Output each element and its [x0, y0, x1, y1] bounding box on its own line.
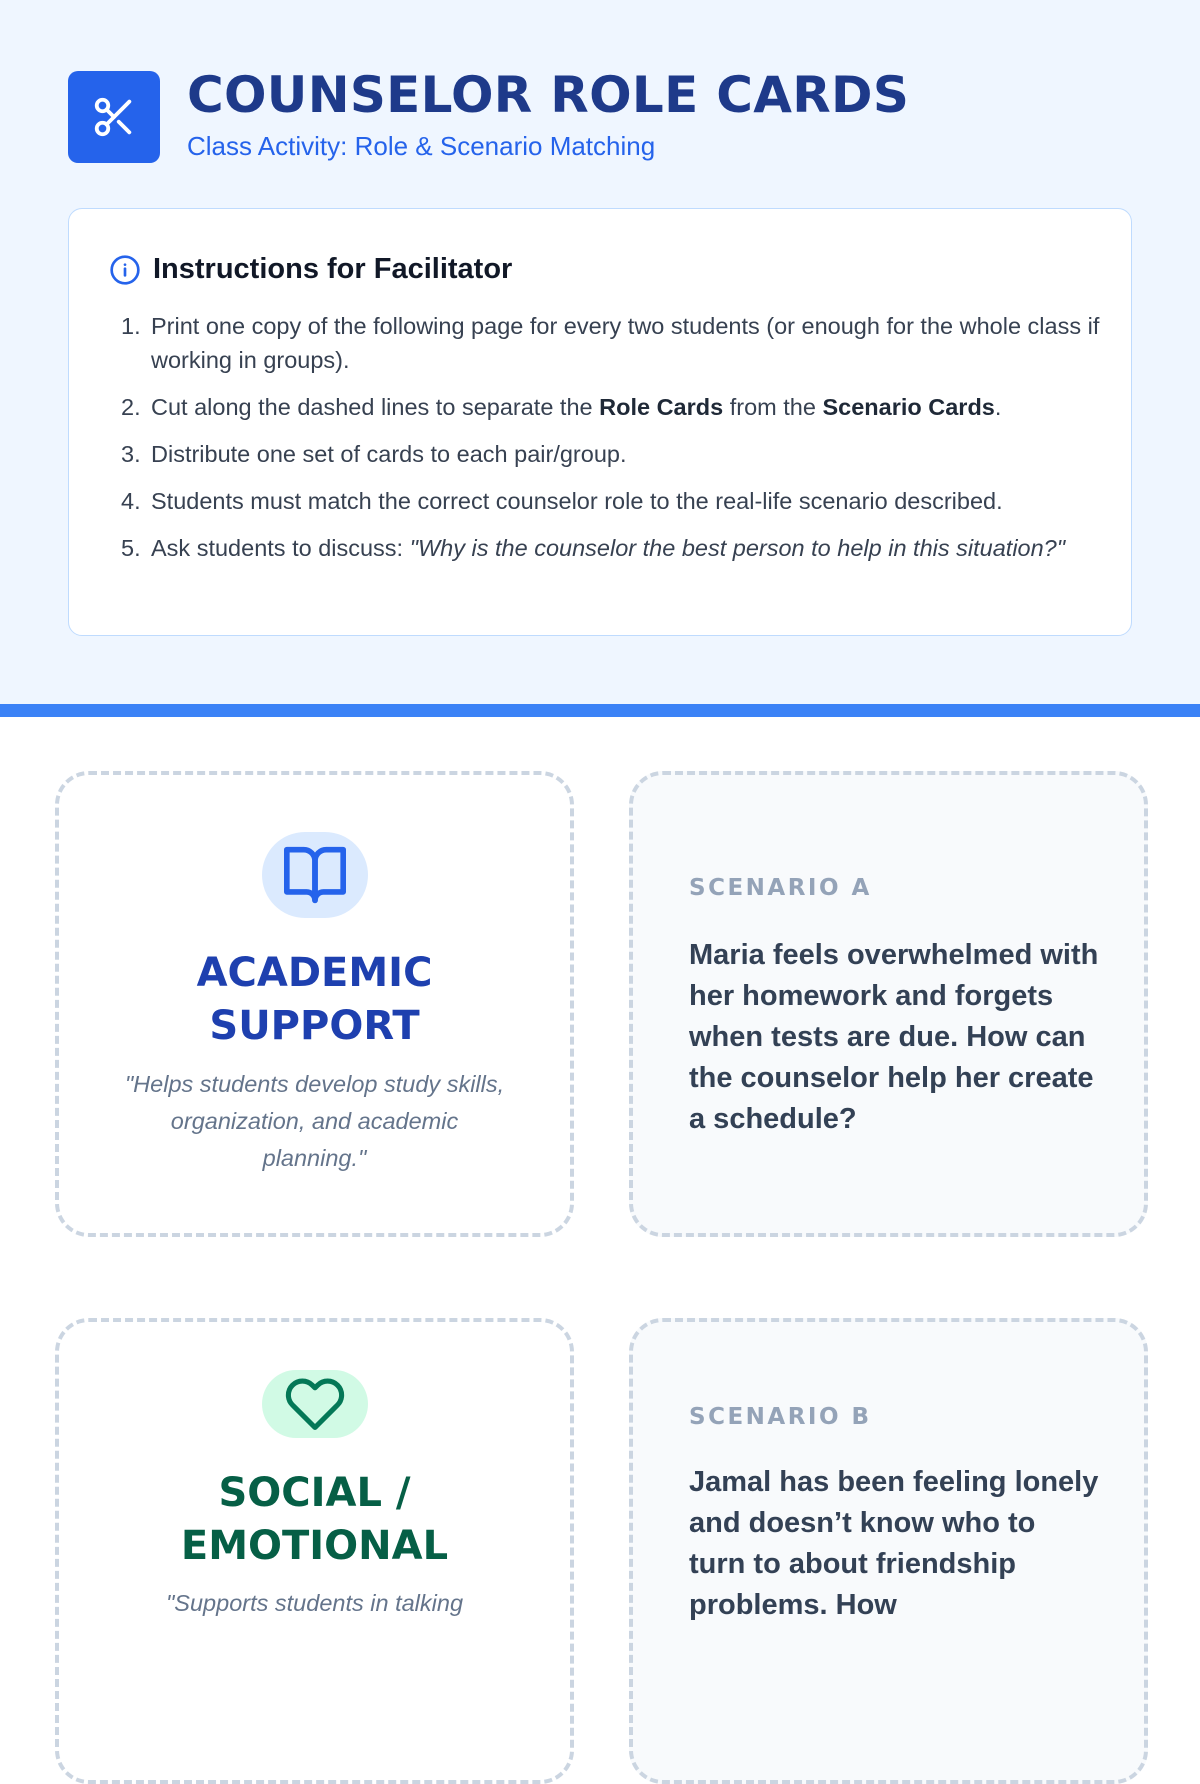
step-text: from the	[723, 394, 823, 420]
instruction-step	[121, 484, 1101, 518]
step-number: 2.	[121, 394, 141, 420]
scenario-label: SCENARIO A	[689, 875, 872, 901]
step-text: Ask students to discuss:	[151, 535, 410, 561]
step-number: 3.	[121, 441, 141, 467]
step-bold-text: Role Cards	[599, 394, 724, 420]
book-icon	[281, 844, 349, 906]
instructions-card	[68, 208, 1132, 636]
instruction-step	[121, 531, 1101, 565]
scenario-text: Jamal has been feeling lonely and doesn’t know who to turn to about friendship problems. How	[689, 1466, 1099, 1621]
role-icon-badge	[262, 1370, 368, 1438]
step-number: 1.	[121, 313, 141, 339]
role-description: "Helps students develop study skills, organization, and academic planning."	[124, 1071, 505, 1171]
scenario-card-a[interactable]	[629, 771, 1148, 1237]
role-name-line: SUPPORT	[209, 1003, 420, 1049]
instruction-step	[121, 309, 1101, 377]
instruction-step	[121, 437, 1101, 471]
instruction-step	[121, 390, 1101, 424]
page-subtitle: Class Activity: Role & Scenario Matching	[187, 131, 656, 161]
header-band	[0, 0, 1200, 704]
step-bold-text: Scenario Cards	[822, 394, 995, 420]
logo-badge	[68, 71, 160, 163]
role-name-line: SOCIAL /	[218, 1470, 411, 1516]
instructions-header	[109, 253, 512, 286]
step-number: 5.	[121, 535, 141, 561]
step-number: 4.	[121, 488, 141, 514]
page-title: COUNSELOR ROLE CARDS	[187, 66, 910, 124]
section-divider	[0, 704, 1200, 717]
scenario-card-b[interactable]	[629, 1318, 1148, 1784]
info-icon	[109, 254, 141, 286]
instructions-title: Instructions for Facilitator	[153, 253, 513, 285]
instructions-list	[121, 309, 1101, 578]
step-quote: "Why is the counselor the best person to help in this situation?"	[409, 535, 1066, 561]
step-text: .	[994, 394, 1002, 420]
step-text: Students must match the correct counselor role to the real-life scenario described.	[151, 488, 1003, 514]
role-description: "Supports students in talking	[165, 1590, 464, 1616]
role-name-line: ACADEMIC	[196, 950, 433, 996]
role-card-social-emotional[interactable]	[55, 1318, 574, 1784]
step-text: Cut along the dashed lines to separate the	[151, 394, 600, 420]
heart-icon	[283, 1376, 347, 1432]
step-text: Distribute one set of cards to each pair/group.	[151, 441, 627, 467]
step-text: Print one copy of the following page for every two students (or enough for the whole class if working in groups).	[151, 313, 1100, 373]
scenario-label: SCENARIO B	[689, 1404, 872, 1430]
role-name	[59, 947, 570, 1053]
scissors-icon	[91, 94, 137, 140]
scenario-text: Maria feels overwhelmed with her homework and forgets when tests are due. How can the counselor help her create a schedule?	[689, 939, 1099, 1135]
role-name-line: EMOTIONAL	[180, 1523, 449, 1569]
role-card-academic[interactable]	[55, 771, 574, 1237]
role-icon-badge	[262, 832, 368, 918]
role-name	[59, 1467, 570, 1573]
